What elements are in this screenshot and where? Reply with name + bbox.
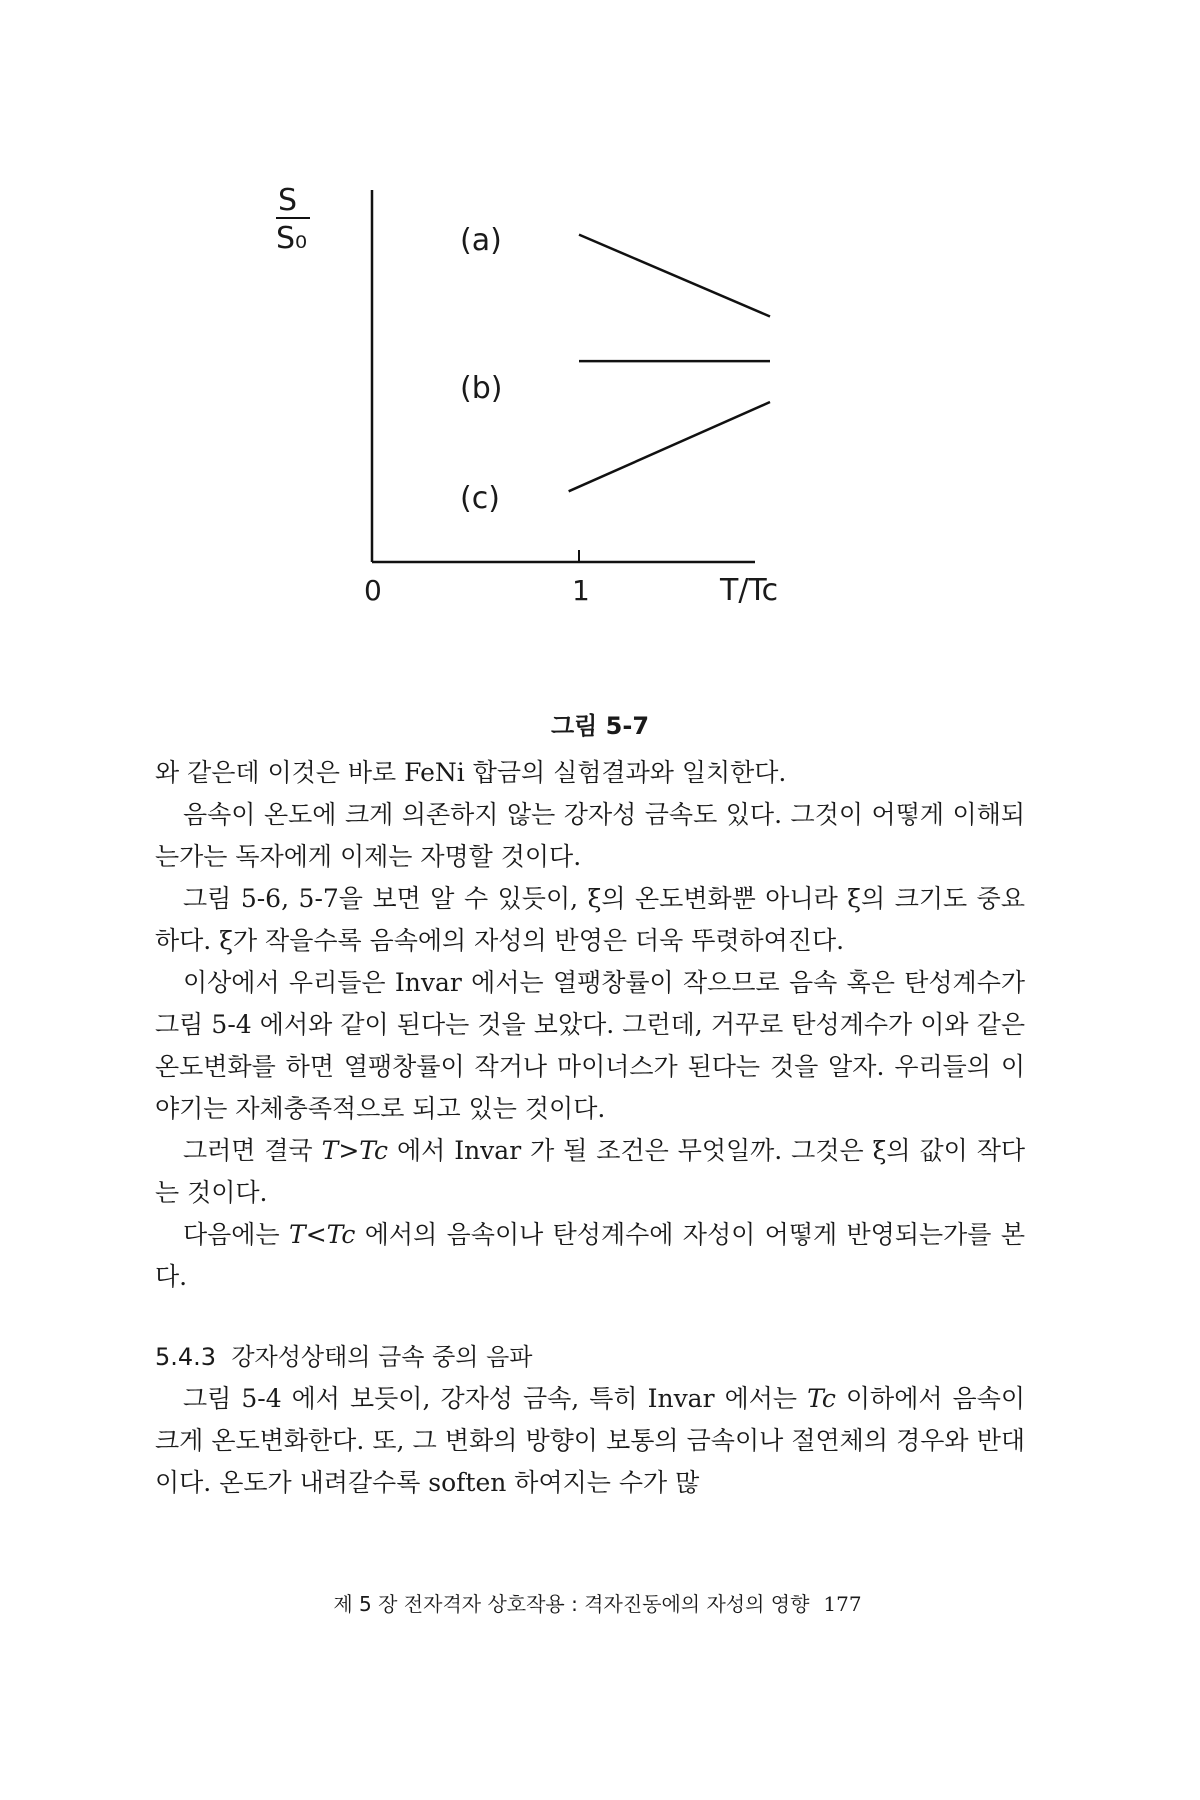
paragraph-7: 그림 5-4 에서 보듯이, 강자성 금속, 특히 Invar 에서는 Tc 이하에서 음속이 크게 온도변화한다. 또, 그 변화의 방향이 보통의 금속이나 절연체의 경우와 반대이다. 온도가 내려갈수록 soften 하여지는 수가 많: [155, 1384, 1025, 1497]
section-number: 5.4.3: [155, 1343, 217, 1371]
math-inline: T>Tc: [321, 1136, 389, 1165]
x-axis-label: T/Tc: [720, 573, 779, 608]
y-label-denominator: S₀: [276, 221, 308, 256]
series-label-a: (a): [460, 223, 502, 258]
series-label-b: (b): [460, 371, 503, 406]
figure-5-7: [276, 180, 880, 720]
y-label-numerator: S: [278, 183, 298, 218]
paragraph-4: 이상에서 우리들은 Invar 에서는 열팽창률이 작으므로 음속 혹은 탄성계수가 그림 5-4 에서와 같이 된다는 것을 보았다. 그런데, 거꾸로 탄성계수가 이와 같은 온도변화를 하면 열팽창률이 작거나 마이너스가 된다는 것을 알자. 우리들의 이야기는 자체충족적으로 되고 있는 것이다.: [155, 968, 1025, 1123]
math-inline: T<Tc: [289, 1220, 356, 1249]
paragraph-1: 와 같은데 이것은 바로 FeNi 합금의 실험결과와 일치한다.: [155, 758, 787, 787]
line-chart: [276, 180, 880, 720]
page-footer: [0, 1588, 1195, 1617]
x-tick-label-1: 1: [572, 574, 590, 607]
math-inline: Tc: [807, 1384, 836, 1413]
series-line-a: [579, 235, 770, 317]
section-heading: [155, 1336, 1025, 1378]
paragraph-5: 그러면 결국 T>Tc 에서 Invar 가 될 조건은 무엇일까. 그것은 ξ의 값이 작다는 것이다.: [155, 1136, 1025, 1207]
paragraph-2: 음속이 온도에 크게 의존하지 않는 강자성 금속도 있다. 그것이 어떻게 이해되는가는 독자에게 이제는 자명할 것이다.: [155, 800, 1025, 871]
section-title: 강자성상태의 금속 중의 음파: [231, 1343, 533, 1371]
figure-caption: 그림 5-7: [550, 712, 650, 740]
series-label-c: (c): [460, 481, 500, 516]
series-line-c: [569, 402, 770, 491]
x-tick-label-0: 0: [364, 574, 382, 607]
body-text: [155, 752, 1025, 1504]
chapter-title: 제 5 장 전자격자 상호작용 : 격자진동에의 자성의 영향: [333, 1592, 810, 1616]
page-number: 177: [823, 1592, 862, 1616]
paragraph-6: 다음에는 T<Tc 에서의 음속이나 탄성계수에 자성이 어떻게 반영되는가를 본다.: [155, 1220, 1025, 1291]
paragraph-3: 그림 5-6, 5-7을 보면 알 수 있듯이, ξ의 온도변화뿐 아니라 ξ의 크기도 중요하다. ξ가 작을수록 음속에의 자성의 반영은 더욱 뚜렷하여진다.: [155, 884, 1025, 955]
